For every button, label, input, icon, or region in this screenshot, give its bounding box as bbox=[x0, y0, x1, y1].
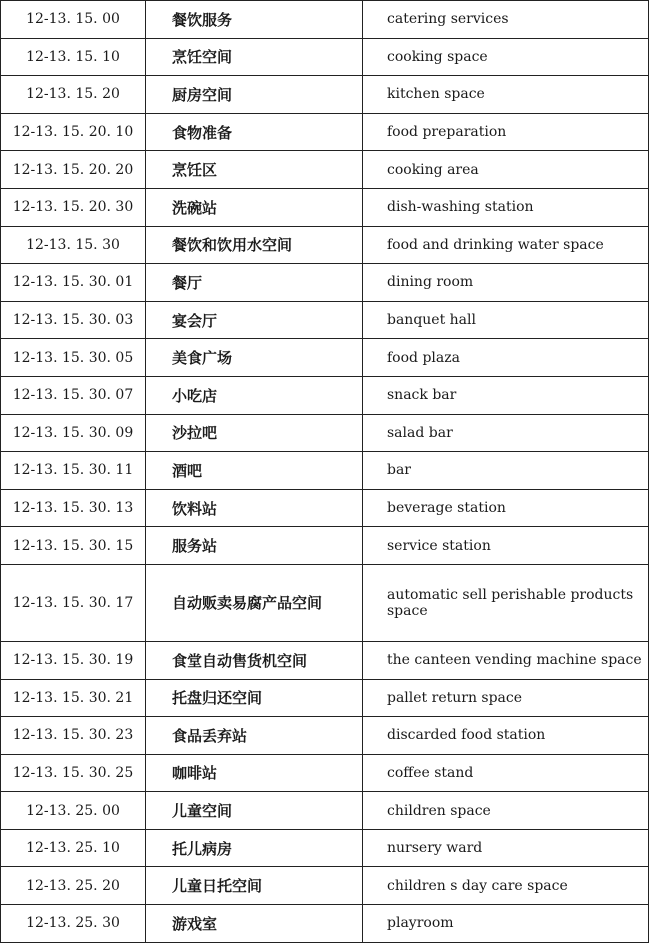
table-row bbox=[1, 754, 649, 792]
english-term-cell: banquet hall bbox=[363, 301, 649, 339]
table-row bbox=[1, 264, 649, 302]
english-term-cell: dish-washing station bbox=[363, 188, 649, 226]
chinese-term-cell: 餐饮和饮用水空间 bbox=[146, 226, 363, 264]
chinese-term-cell: 游戏室 bbox=[146, 905, 363, 943]
code-cell: 12-13. 15. 20 bbox=[1, 76, 146, 114]
english-term-cell: salad bar bbox=[363, 414, 649, 452]
table-row bbox=[1, 527, 649, 565]
english-term-cell: snack bar bbox=[363, 376, 649, 414]
table-body bbox=[1, 1, 649, 943]
table-row bbox=[1, 564, 649, 641]
chinese-term-cell: 托儿病房 bbox=[146, 829, 363, 867]
code-cell: 12-13. 15. 30. 11 bbox=[1, 452, 146, 490]
table-row bbox=[1, 717, 649, 755]
table-row bbox=[1, 339, 649, 377]
english-term-cell: children s day care space bbox=[363, 867, 649, 905]
code-cell: 12-13. 15. 30 bbox=[1, 226, 146, 264]
code-cell: 12-13. 15. 20. 20 bbox=[1, 151, 146, 189]
chinese-term-cell: 洗碗站 bbox=[146, 188, 363, 226]
code-cell: 12-13. 15. 30. 03 bbox=[1, 301, 146, 339]
table-row bbox=[1, 151, 649, 189]
english-term-cell: cooking area bbox=[363, 151, 649, 189]
english-term-cell: service station bbox=[363, 527, 649, 565]
chinese-term-cell: 食堂自动售货机空间 bbox=[146, 641, 363, 679]
code-cell: 12-13. 25. 20 bbox=[1, 867, 146, 905]
english-term-cell: automatic sell perishable products space bbox=[363, 564, 649, 641]
table-row bbox=[1, 301, 649, 339]
table-row bbox=[1, 1, 649, 39]
chinese-term-cell: 服务站 bbox=[146, 527, 363, 565]
code-cell: 12-13. 15. 20. 30 bbox=[1, 188, 146, 226]
english-term-cell: the canteen vending machine space bbox=[363, 641, 649, 679]
table-row bbox=[1, 829, 649, 867]
code-cell: 12-13. 25. 00 bbox=[1, 792, 146, 830]
english-term-cell: pallet return space bbox=[363, 679, 649, 717]
chinese-term-cell: 食品丢弃站 bbox=[146, 717, 363, 755]
chinese-term-cell: 餐厅 bbox=[146, 264, 363, 302]
code-cell: 12-13. 15. 00 bbox=[1, 1, 146, 39]
chinese-term-cell: 饮料站 bbox=[146, 489, 363, 527]
code-cell: 12-13. 25. 30 bbox=[1, 905, 146, 943]
table-row bbox=[1, 376, 649, 414]
code-cell: 12-13. 15. 30. 09 bbox=[1, 414, 146, 452]
chinese-term-cell: 食物准备 bbox=[146, 113, 363, 151]
chinese-term-cell: 沙拉吧 bbox=[146, 414, 363, 452]
table-row bbox=[1, 867, 649, 905]
english-term-cell: kitchen space bbox=[363, 76, 649, 114]
table-row bbox=[1, 905, 649, 943]
english-term-cell: beverage station bbox=[363, 489, 649, 527]
chinese-term-cell: 酒吧 bbox=[146, 452, 363, 490]
code-cell: 12-13. 15. 30. 23 bbox=[1, 717, 146, 755]
chinese-term-cell: 儿童日托空间 bbox=[146, 867, 363, 905]
code-cell: 12-13. 15. 30. 15 bbox=[1, 527, 146, 565]
chinese-term-cell: 托盘归还空间 bbox=[146, 679, 363, 717]
code-cell: 12-13. 15. 30. 07 bbox=[1, 376, 146, 414]
chinese-term-cell: 儿童空间 bbox=[146, 792, 363, 830]
english-term-cell: cooking space bbox=[363, 38, 649, 76]
code-cell: 12-13. 15. 30. 19 bbox=[1, 641, 146, 679]
english-term-cell: food preparation bbox=[363, 113, 649, 151]
code-cell: 12-13. 15. 30. 13 bbox=[1, 489, 146, 527]
english-term-cell: catering services bbox=[363, 1, 649, 39]
table-row bbox=[1, 679, 649, 717]
table-row bbox=[1, 414, 649, 452]
table-row bbox=[1, 113, 649, 151]
code-cell: 12-13. 15. 30. 01 bbox=[1, 264, 146, 302]
table-row bbox=[1, 489, 649, 527]
table-row bbox=[1, 226, 649, 264]
chinese-term-cell: 小吃店 bbox=[146, 376, 363, 414]
code-cell: 12-13. 15. 20. 10 bbox=[1, 113, 146, 151]
english-term-cell: food and drinking water space bbox=[363, 226, 649, 264]
english-term-cell: coffee stand bbox=[363, 754, 649, 792]
chinese-term-cell: 咖啡站 bbox=[146, 754, 363, 792]
table-row bbox=[1, 188, 649, 226]
code-cell: 12-13. 15. 10 bbox=[1, 38, 146, 76]
chinese-term-cell: 餐饮服务 bbox=[146, 1, 363, 39]
chinese-term-cell: 厨房空间 bbox=[146, 76, 363, 114]
code-cell: 12-13. 15. 30. 05 bbox=[1, 339, 146, 377]
english-term-cell: dining room bbox=[363, 264, 649, 302]
english-term-cell: discarded food station bbox=[363, 717, 649, 755]
english-term-cell: bar bbox=[363, 452, 649, 490]
english-term-cell: nursery ward bbox=[363, 829, 649, 867]
chinese-term-cell: 烹饪空间 bbox=[146, 38, 363, 76]
table-row bbox=[1, 38, 649, 76]
table-row bbox=[1, 641, 649, 679]
table-row bbox=[1, 76, 649, 114]
code-cell: 12-13. 15. 30. 25 bbox=[1, 754, 146, 792]
english-term-cell: food plaza bbox=[363, 339, 649, 377]
table-row bbox=[1, 792, 649, 830]
english-term-cell: children space bbox=[363, 792, 649, 830]
code-cell: 12-13. 15. 30. 17 bbox=[1, 564, 146, 641]
chinese-term-cell: 自动贩卖易腐产品空间 bbox=[146, 564, 363, 641]
chinese-term-cell: 烹饪区 bbox=[146, 151, 363, 189]
code-cell: 12-13. 15. 30. 21 bbox=[1, 679, 146, 717]
chinese-term-cell: 宴会厅 bbox=[146, 301, 363, 339]
table-row bbox=[1, 452, 649, 490]
code-cell: 12-13. 25. 10 bbox=[1, 829, 146, 867]
english-term-cell: playroom bbox=[363, 905, 649, 943]
chinese-term-cell: 美食广场 bbox=[146, 339, 363, 377]
